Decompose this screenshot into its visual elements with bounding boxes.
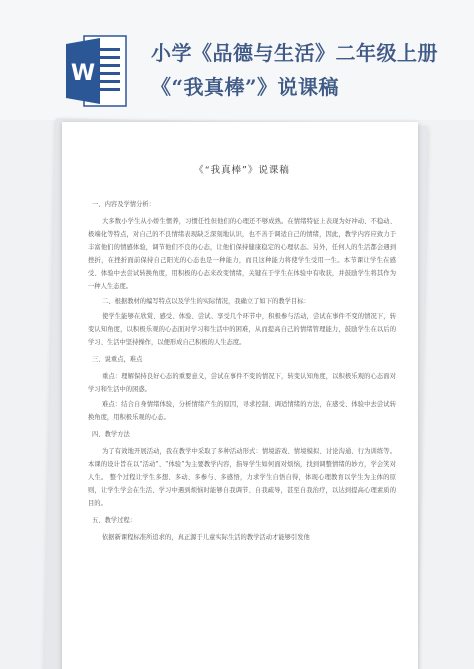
paragraph: 依据新课程标准所追求的，真正源于儿童实际生活的教学活动才能够引发他 bbox=[102, 534, 310, 541]
section-heading: 四、教学方法 bbox=[92, 431, 130, 438]
word-document-icon bbox=[66, 32, 128, 110]
document-title: 《“我真棒”》说课稿 bbox=[194, 165, 290, 176]
section-heading: 一、内容及学情分析： bbox=[92, 201, 155, 208]
paragraph: 二、根据教材的编写特点以及学生的实际情况，我确立了如下的教学目标： bbox=[102, 298, 310, 305]
section-heading: 五、教学过程： bbox=[92, 517, 137, 524]
section-methods bbox=[88, 428, 396, 510]
paragraph: 重点：理解保持良好心态的重要意义，尝试在事件不变的情况下，转变认知角度，以积极乐观的心态面对学习和生活中的困惑。 bbox=[88, 373, 396, 393]
document-preview bbox=[44, 116, 432, 669]
header-banner bbox=[0, 0, 474, 120]
section-objectives bbox=[88, 295, 396, 349]
paragraph: 为了有效地开展活动，我在教学中采取了多种活动形式：情境游戏、情境模拟、讨论沟通、行为训练等。本课的设计旨在以“活动”、“体验”为主要教学内容，指导学生如何面对烦恼，找到调整情绪的妙方，学会笑对人生。 整个过程让学生多想、多动、多参与、多感悟，力求学生自悟自得，体现心理教育以学生为主体的原则，让学生学会在生活、学习中遇到烦恼时能够自我调节、自我疏导，甚至自我治疗，以达到提高心理素质的目的。 bbox=[88, 448, 396, 507]
paragraph: 大多数小学生从小娇生惯养，习惯任性但他们的心理还不够成熟。在情绪特征上表现为好冲动、不稳动、极端化等特点，对自己的不良情绪表现缺乏深刻地认识，也不善于调适自己的情绪，因此，教学内容应致力于丰富他们的情感体验，调节他们不良的心态，让他们保持健康稳定的心理状态。另外，任何人的生活都会遇到挫折，在挫折面前保持自己阳光的心态也是一种能力，而且这种能力将使学生受用一生。本节课让学生在感受、体验中去尝试转换角度，用积极的心态来改变情绪，关键在于学生在体验中有收获，并鼓励学生将其作为一种人生态度。 bbox=[88, 218, 396, 290]
section-process bbox=[88, 514, 396, 544]
document-page bbox=[62, 122, 418, 669]
paragraph: 难点：结合自身情绪体验，分析情绪产生的原因，寻求控制、调适情绪的方法，在感受、体验中去尝试转换角度，用积极乐观的心态。 bbox=[88, 401, 396, 421]
paragraph: 使学生能够在欣赏、感受、体验、尝试、享受几个环节中，积极参与活动，尝试在事件不变的情况下，转变认知角度，以积极乐观的心态面对学习和生活中的困难，从而提高自己的情绪管理能力，鼓励学生在以后的学习、生活中坚持操作，以便形成自己积极的人生态度。 bbox=[88, 313, 396, 346]
svg-text:W: W bbox=[70, 61, 96, 86]
section-content-analysis bbox=[88, 198, 396, 293]
section-key-points bbox=[88, 353, 396, 424]
page-title: 小学《品德与生活》二年级上册《“我真棒”》说课稿 bbox=[151, 41, 438, 99]
section-heading: 三、说重点，难点 bbox=[92, 356, 143, 363]
